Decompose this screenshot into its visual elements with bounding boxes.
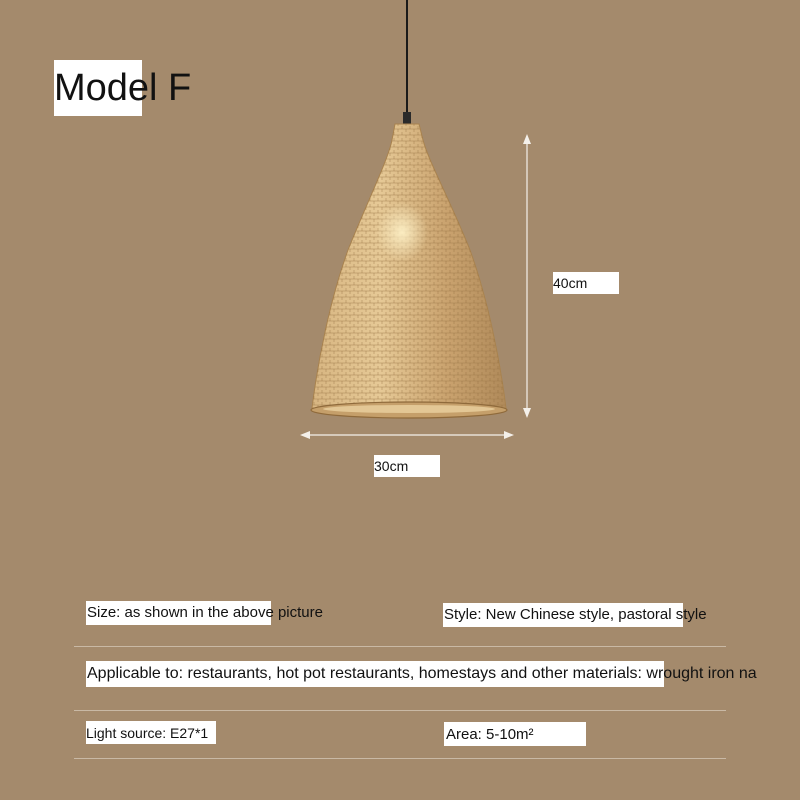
applicable-spec: Applicable to: restaurants, hot pot restaurants, homestays and other materials: wrought iron na — [87, 665, 757, 682]
divider — [74, 710, 726, 711]
style-spec: Style: New Chinese style, pastoral style — [444, 606, 707, 623]
width-dimension-arrow — [300, 431, 514, 439]
divider — [74, 758, 726, 759]
cord-clamp — [403, 112, 411, 124]
model-title: Model F — [54, 67, 192, 109]
light-source-spec: Light source: E27*1 — [86, 725, 209, 741]
divider — [74, 646, 726, 647]
size-spec: Size: as shown in the above picture — [87, 604, 323, 621]
area-spec: Area: 5-10m² — [446, 726, 534, 743]
lamp-shade-icon — [311, 124, 507, 418]
height-dimension-arrow — [523, 134, 531, 418]
height-label: 40cm — [553, 275, 588, 291]
width-label: 30cm — [374, 458, 409, 474]
